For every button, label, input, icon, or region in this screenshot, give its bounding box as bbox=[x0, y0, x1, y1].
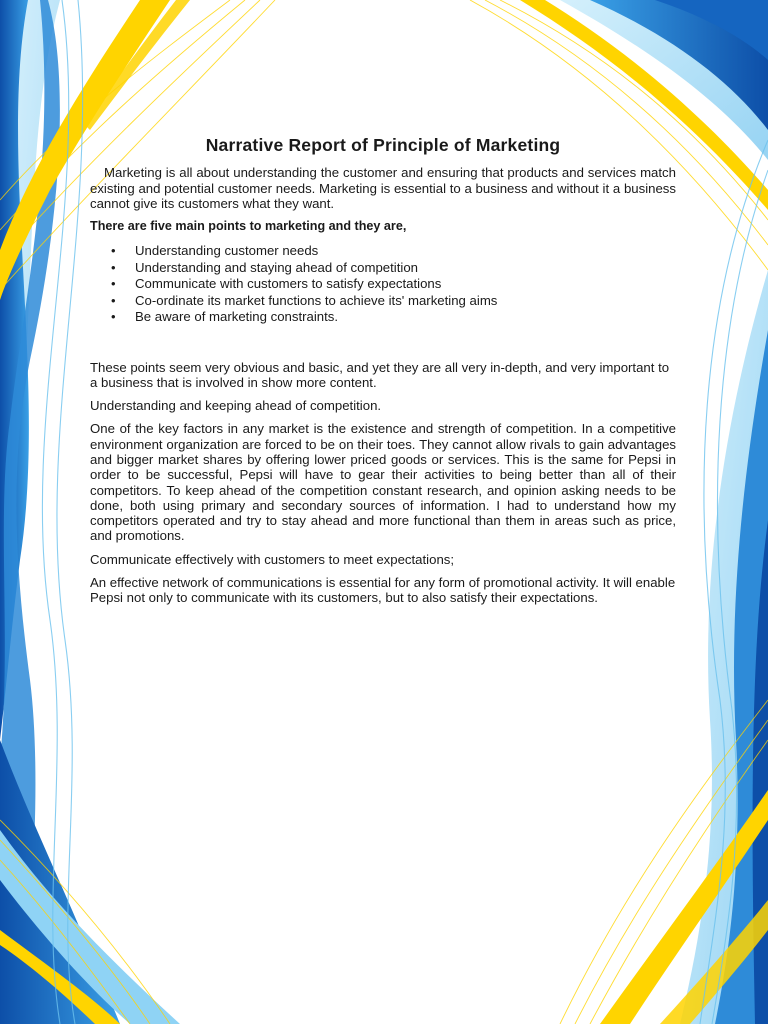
list-item: • Understanding customer needs bbox=[135, 243, 676, 259]
points-lead: There are five main points to marketing and they are, bbox=[90, 219, 407, 234]
communicate-heading: Communicate effectively with customers to meet expectations; bbox=[90, 551, 455, 567]
obvious-paragraph: These points seem very obvious and basic, and yet they are all very in-depth, and very important to a business that is involved in show more content. bbox=[90, 359, 670, 390]
competition-heading: Understanding and keeping ahead of competition. bbox=[90, 398, 382, 414]
list-item: • Be aware of marketing constraints. bbox=[135, 309, 676, 325]
report-title: Narrative Report of Principle of Marketing bbox=[205, 135, 561, 155]
list-item: • Understanding and staying ahead of competition bbox=[135, 260, 676, 276]
list-item: • Communicate with customers to satisfy expectations bbox=[135, 276, 676, 292]
competition-paragraph: One of the key factors in any market is the existence and strength of competition. In a competitive environment organization are forced to be on their toes. They cannot allow rivals to gain advantages and bigger market shares by offering lower priced goods or services. This is the same for Pepsi in order to be successful, Pepsi will have to gear their activities to being better than all of their competitors. To keep ahead of the competition constant research, and opinion asking needs to be done, both using primary and secondary sources of information. I had to understand how my competitors operated and try to stay ahead and more functional than them in areas such as price, and promotions. bbox=[90, 421, 676, 544]
report-body bbox=[90, 135, 676, 614]
intro-paragraph: Marketing is all about understanding the customer and ensuring that products and services match existing and potential customer needs. Marketing is essential to a business and without it a business cannot give its customers what they want. bbox=[90, 165, 676, 211]
points-list bbox=[90, 243, 676, 325]
communicate-paragraph: An effective network of communications is essential for any form of promotional activity. It will enable Pepsi not only to communicate with its customers, but to also satisfy their expectations. bbox=[90, 575, 676, 606]
list-item: • Co-ordinate its market functions to achieve its' marketing aims bbox=[135, 293, 676, 309]
